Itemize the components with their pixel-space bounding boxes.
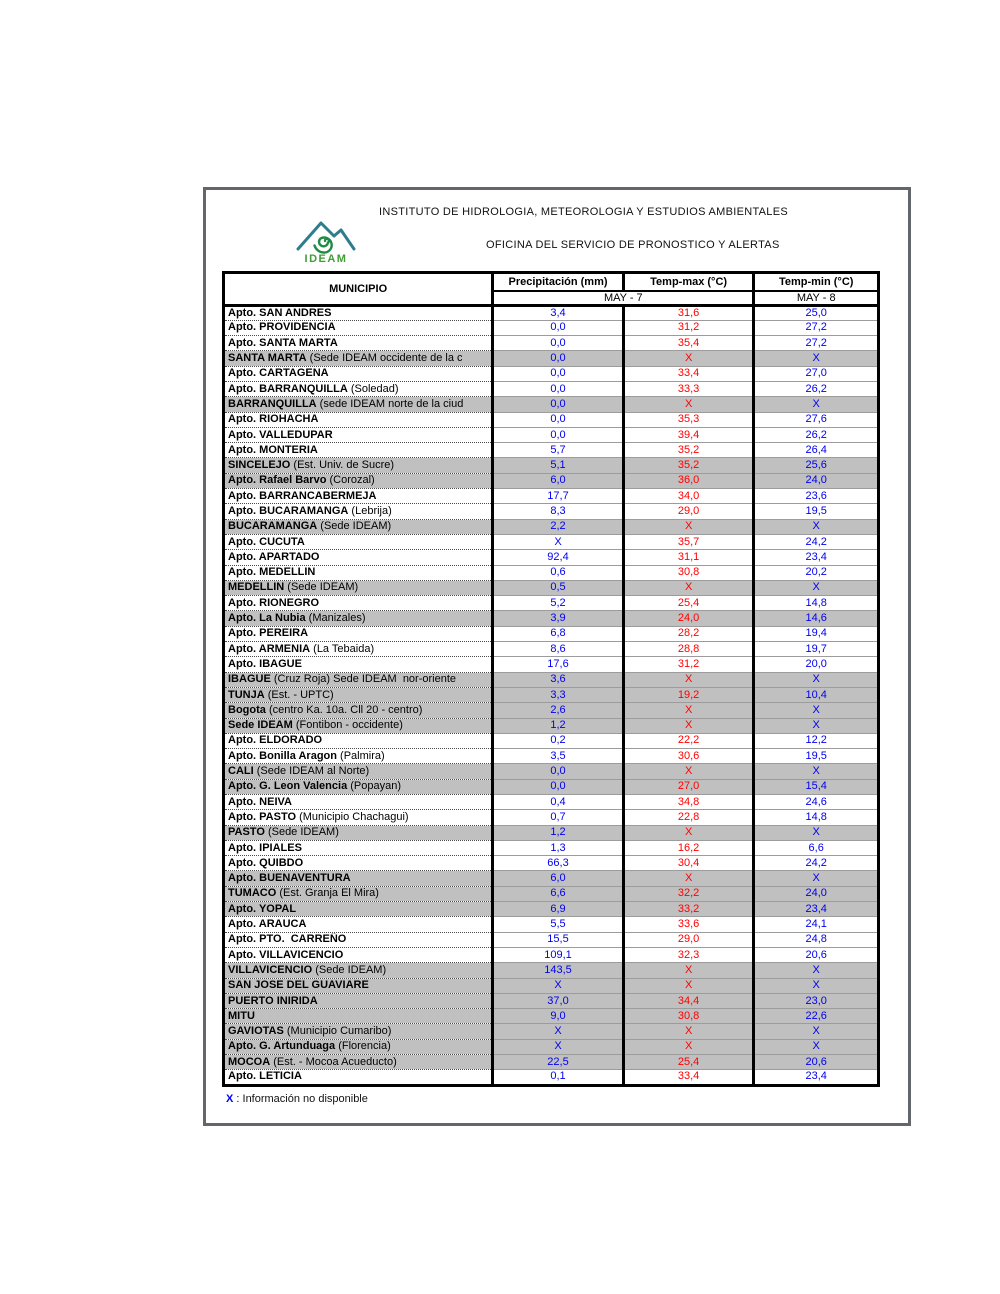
table-row	[224, 963, 879, 978]
precipitation-value-cell: 0,6	[493, 565, 624, 580]
temp-min-value-cell: 24,1	[754, 917, 879, 932]
precipitation-value-cell: 0,0	[493, 779, 624, 794]
precipitation-value-cell: 1,2	[493, 825, 624, 840]
temp-max-value-cell: 39,4	[623, 427, 754, 442]
temp-max-value-cell: 19,2	[623, 687, 754, 702]
temp-min-value-cell: 15,4	[754, 779, 879, 794]
table-row	[224, 718, 879, 733]
precipitation-value-cell: 5,1	[493, 458, 624, 473]
precipitation-value-cell: 0,5	[493, 580, 624, 595]
temp-min-value-cell: 14,8	[754, 596, 879, 611]
column-header-temp-max: Temp-max (°C)	[623, 273, 754, 291]
table-row	[224, 672, 879, 687]
temp-max-value-cell: 35,2	[623, 443, 754, 458]
temp-max-value-cell: X	[623, 871, 754, 886]
temp-min-value-cell: 26,2	[754, 381, 879, 396]
temp-max-value-cell: 30,6	[623, 749, 754, 764]
municipality-cell: Apto. G. Artunduaga (Florencia)	[224, 1039, 493, 1054]
precipitation-value-cell: 3,3	[493, 687, 624, 702]
table-row	[224, 320, 879, 335]
temp-max-value-cell: 35,4	[623, 336, 754, 351]
temp-min-value-cell: X	[754, 1039, 879, 1054]
temp-min-value-cell: X	[754, 718, 879, 733]
temp-min-value-cell: X	[754, 825, 879, 840]
municipality-table	[222, 271, 880, 1087]
institute-title: INSTITUTO DE HIDROLOGIA, METEOROLOGIA Y ESTUDIOS AMBIENTALES	[379, 206, 788, 218]
precipitation-value-cell: 6,0	[493, 871, 624, 886]
municipality-cell: CALI (Sede IDEAM al Norte)	[224, 764, 493, 779]
temp-max-value-cell: X	[623, 1024, 754, 1039]
municipality-cell: Apto. Bonilla Aragon (Palmira)	[224, 749, 493, 764]
precipitation-value-cell: X	[493, 1024, 624, 1039]
municipality-cell: Apto. ELDORADO	[224, 733, 493, 748]
table-row	[224, 825, 879, 840]
precipitation-value-cell: 6,9	[493, 902, 624, 917]
temp-min-value-cell: X	[754, 871, 879, 886]
municipality-cell: MITU	[224, 1009, 493, 1024]
table-row	[224, 412, 879, 427]
temp-min-value-cell: 10,4	[754, 687, 879, 702]
precipitation-value-cell: 8,3	[493, 504, 624, 519]
precipitation-value-cell: 15,5	[493, 932, 624, 947]
municipality-cell: Apto. CARTAGENA	[224, 366, 493, 381]
municipality-cell: Apto. SAN ANDRES	[224, 305, 493, 320]
precipitation-value-cell: 8,6	[493, 642, 624, 657]
temp-max-value-cell: 31,6	[623, 305, 754, 320]
precipitation-value-cell: 3,5	[493, 749, 624, 764]
precipitation-value-cell: 3,9	[493, 611, 624, 626]
table-row	[224, 351, 879, 366]
office-subtitle: OFICINA DEL SERVICIO DE PRONOSTICO Y ALERTAS	[486, 239, 780, 251]
precipitation-value-cell: 1,2	[493, 718, 624, 733]
table-row	[224, 978, 879, 993]
table-row	[224, 1055, 879, 1070]
temp-min-value-cell: 24,2	[754, 534, 879, 549]
municipality-cell: MOCOA (Est. - Mocoa Acueducto)	[224, 1055, 493, 1070]
municipality-cell: IBAGUE (Cruz Roja) Sede IDEAM nor-oriente	[224, 672, 493, 687]
temp-max-value-cell: 32,3	[623, 947, 754, 962]
precipitation-value-cell: 6,0	[493, 473, 624, 488]
municipality-cell: Apto. VILLAVICENCIO	[224, 947, 493, 962]
municipality-cell: Apto. MONTERIA	[224, 443, 493, 458]
temp-min-value-cell: X	[754, 764, 879, 779]
precipitation-value-cell: 0,2	[493, 733, 624, 748]
temp-max-value-cell: 33,4	[623, 366, 754, 381]
temp-max-value-cell: 24,0	[623, 611, 754, 626]
temp-max-value-cell: X	[623, 978, 754, 993]
table-row	[224, 947, 879, 962]
temp-min-value-cell: X	[754, 519, 879, 534]
precipitation-value-cell: 37,0	[493, 993, 624, 1008]
municipality-cell: Bogota (centro Ka. 10a. Cll 20 - centro)	[224, 703, 493, 718]
municipality-cell: SAN JOSE DEL GUAVIARE	[224, 978, 493, 993]
table-row	[224, 795, 879, 810]
municipality-cell: Apto. PTO. CARREÑO	[224, 932, 493, 947]
municipality-cell: BUCARAMANGA (Sede IDEAM)	[224, 519, 493, 534]
temp-min-value-cell: X	[754, 351, 879, 366]
table-row	[224, 917, 879, 932]
municipality-cell: BARRANQUILLA (sede IDEAM norte de la ciud	[224, 397, 493, 412]
municipality-cell: Apto. Rafael Barvo (Corozal)	[224, 473, 493, 488]
temp-min-value-cell: 24,0	[754, 473, 879, 488]
precipitation-value-cell: 0,0	[493, 320, 624, 335]
precipitation-value-cell: 143,5	[493, 963, 624, 978]
table-row	[224, 473, 879, 488]
table-row	[224, 1009, 879, 1024]
temp-max-value-cell: 30,8	[623, 565, 754, 580]
temp-max-value-cell: 22,8	[623, 810, 754, 825]
temp-max-value-cell: 28,8	[623, 642, 754, 657]
temp-max-value-cell: 29,0	[623, 504, 754, 519]
precipitation-value-cell: 0,0	[493, 366, 624, 381]
temp-max-value-cell: X	[623, 764, 754, 779]
table-row	[224, 779, 879, 794]
municipality-cell: Apto. VALLEDUPAR	[224, 427, 493, 442]
table-row	[224, 856, 879, 871]
precipitation-value-cell: 0,0	[493, 351, 624, 366]
precipitation-value-cell: X	[493, 534, 624, 549]
temp-max-value-cell: 32,2	[623, 886, 754, 901]
column-header-municipio: MUNICIPIO	[224, 273, 493, 306]
municipality-cell: Apto. RIONEGRO	[224, 596, 493, 611]
table-row	[224, 443, 879, 458]
temp-max-value-cell: 31,2	[623, 657, 754, 672]
temp-max-value-cell: 33,3	[623, 381, 754, 396]
temp-min-value-cell: X	[754, 397, 879, 412]
table-row	[224, 580, 879, 595]
municipality-cell: GAVIOTAS (Municipio Cumaribo)	[224, 1024, 493, 1039]
temp-min-value-cell: 20,6	[754, 947, 879, 962]
temp-min-value-cell: 24,2	[754, 856, 879, 871]
legend-note	[226, 1093, 368, 1105]
precipitation-value-cell: 2,2	[493, 519, 624, 534]
precipitation-value-cell: 5,7	[493, 443, 624, 458]
municipality-cell: Apto. PASTO (Municipio Chachagui)	[224, 810, 493, 825]
temp-min-value-cell: 26,4	[754, 443, 879, 458]
temp-min-value-cell: 19,7	[754, 642, 879, 657]
temp-max-value-cell: X	[623, 825, 754, 840]
temp-max-value-cell: X	[623, 351, 754, 366]
temp-min-value-cell: X	[754, 963, 879, 978]
table-row	[224, 886, 879, 901]
table-row	[224, 519, 879, 534]
temp-min-value-cell: X	[754, 580, 879, 595]
municipality-cell: Apto. IPIALES	[224, 840, 493, 855]
temp-min-value-cell: 20,2	[754, 565, 879, 580]
municipality-cell: Apto. QUIBDO	[224, 856, 493, 871]
precipitation-value-cell: X	[493, 1039, 624, 1054]
municipality-cell: Apto. G. Leon Valencia (Popayan)	[224, 779, 493, 794]
table-row	[224, 458, 879, 473]
municipality-cell: PASTO (Sede IDEAM)	[224, 825, 493, 840]
temp-min-value-cell: 19,5	[754, 504, 879, 519]
table-row	[224, 1070, 879, 1085]
precipitation-value-cell: 5,2	[493, 596, 624, 611]
temp-min-value-cell: X	[754, 703, 879, 718]
table-row	[224, 504, 879, 519]
temp-min-value-cell: 14,6	[754, 611, 879, 626]
subheader-may7: MAY - 7	[493, 291, 754, 306]
municipality-cell: Apto. LETICIA	[224, 1070, 493, 1085]
table-row	[224, 703, 879, 718]
municipality-cell: Apto. ARAUCA	[224, 917, 493, 932]
temp-max-value-cell: X	[623, 397, 754, 412]
municipality-cell: VILLAVICENCIO (Sede IDEAM)	[224, 963, 493, 978]
table-row	[224, 657, 879, 672]
precipitation-value-cell: 17,7	[493, 489, 624, 504]
temp-max-value-cell: X	[623, 703, 754, 718]
temp-min-value-cell: 24,8	[754, 932, 879, 947]
precipitation-value-cell: 0,0	[493, 764, 624, 779]
municipality-cell: Apto. PROVIDENCIA	[224, 320, 493, 335]
table-row	[224, 932, 879, 947]
municipality-cell: Apto. BARRANCABERMEJA	[224, 489, 493, 504]
municipality-cell: Apto. BUENAVENTURA	[224, 871, 493, 886]
table-row	[224, 565, 879, 580]
table-row	[224, 840, 879, 855]
municipality-cell: Apto. APARTADO	[224, 550, 493, 565]
temp-max-value-cell: 25,4	[623, 596, 754, 611]
temp-max-value-cell: 31,2	[623, 320, 754, 335]
temp-min-value-cell: 27,6	[754, 412, 879, 427]
ideam-logo	[294, 216, 358, 270]
precipitation-value-cell: 66,3	[493, 856, 624, 871]
table-row	[224, 871, 879, 886]
temp-min-value-cell: 27,2	[754, 336, 879, 351]
temp-max-value-cell: 31,1	[623, 550, 754, 565]
temp-max-value-cell: 35,2	[623, 458, 754, 473]
precipitation-value-cell: 109,1	[493, 947, 624, 962]
temp-min-value-cell: 23,4	[754, 1070, 879, 1085]
temp-max-value-cell: 25,4	[623, 1055, 754, 1070]
temp-min-value-cell: 25,6	[754, 458, 879, 473]
precipitation-value-cell: 92,4	[493, 550, 624, 565]
mountain-spiral-icon	[294, 216, 358, 256]
municipality-cell: TUMACO (Est. Granja El Mira)	[224, 886, 493, 901]
temp-max-value-cell: 33,6	[623, 917, 754, 932]
precipitation-value-cell: 5,5	[493, 917, 624, 932]
precipitation-value-cell: 0,4	[493, 795, 624, 810]
temp-min-value-cell: 23,0	[754, 993, 879, 1008]
table-row	[224, 764, 879, 779]
temp-min-value-cell: X	[754, 978, 879, 993]
temp-max-value-cell: 36,0	[623, 473, 754, 488]
table-row	[224, 550, 879, 565]
temp-min-value-cell: X	[754, 672, 879, 687]
temp-min-value-cell: X	[754, 1024, 879, 1039]
temp-max-value-cell: 30,4	[623, 856, 754, 871]
temp-min-value-cell: 26,2	[754, 427, 879, 442]
municipality-cell: Apto. BUCARAMANGA (Lebrija)	[224, 504, 493, 519]
municipality-cell: Apto. YOPAL	[224, 902, 493, 917]
precipitation-value-cell: 17,6	[493, 657, 624, 672]
temp-max-value-cell: X	[623, 963, 754, 978]
temp-min-value-cell: 20,0	[754, 657, 879, 672]
table-row	[224, 902, 879, 917]
temp-max-value-cell: 33,2	[623, 902, 754, 917]
municipality-cell: Apto. NEIVA	[224, 795, 493, 810]
table-row	[224, 397, 879, 412]
temp-min-value-cell: 12,2	[754, 733, 879, 748]
municipality-cell: Apto. ARMENIA (La Tebaida)	[224, 642, 493, 657]
temp-max-value-cell: 34,4	[623, 993, 754, 1008]
municipality-cell: PUERTO INIRIDA	[224, 993, 493, 1008]
precipitation-value-cell: 6,6	[493, 886, 624, 901]
precipitation-value-cell: 0,1	[493, 1070, 624, 1085]
temp-min-value-cell: 23,4	[754, 902, 879, 917]
table-row	[224, 489, 879, 504]
temp-max-value-cell: 29,0	[623, 932, 754, 947]
table-row	[224, 733, 879, 748]
precipitation-value-cell: 0,0	[493, 397, 624, 412]
municipality-cell: Apto. BARRANQUILLA (Soledad)	[224, 381, 493, 396]
precipitation-value-cell: 0,0	[493, 336, 624, 351]
temp-max-value-cell: X	[623, 519, 754, 534]
legend-note-text: : Información no disponible	[233, 1093, 368, 1105]
municipality-cell: TUNJA (Est. - UPTC)	[224, 687, 493, 702]
temp-max-value-cell: 22,2	[623, 733, 754, 748]
temp-max-value-cell: X	[623, 672, 754, 687]
temp-max-value-cell: 35,3	[623, 412, 754, 427]
table-row	[224, 993, 879, 1008]
forecast-table-wrap	[222, 271, 880, 1087]
temp-min-value-cell: 23,6	[754, 489, 879, 504]
temp-min-value-cell: 24,6	[754, 795, 879, 810]
precipitation-value-cell: 22,5	[493, 1055, 624, 1070]
municipality-cell: Apto. CUCUTA	[224, 534, 493, 549]
precipitation-value-cell: 0,0	[493, 381, 624, 396]
precipitation-value-cell: 0,0	[493, 427, 624, 442]
temp-min-value-cell: 25,0	[754, 305, 879, 320]
table-row	[224, 1039, 879, 1054]
table-row	[224, 596, 879, 611]
temp-min-value-cell: 23,4	[754, 550, 879, 565]
table-row	[224, 305, 879, 320]
column-header-row	[224, 273, 879, 291]
table-row	[224, 687, 879, 702]
table-row	[224, 336, 879, 351]
temp-min-value-cell: 14,8	[754, 810, 879, 825]
table-row	[224, 626, 879, 641]
table-row	[224, 611, 879, 626]
municipality-cell: MEDELLIN (Sede IDEAM)	[224, 580, 493, 595]
precipitation-value-cell: X	[493, 978, 624, 993]
temp-max-value-cell: 33,4	[623, 1070, 754, 1085]
table-row	[224, 749, 879, 764]
precipitation-value-cell: 2,6	[493, 703, 624, 718]
temp-min-value-cell: 6,6	[754, 840, 879, 855]
municipality-cell: SINCELEJO (Est. Univ. de Sucre)	[224, 458, 493, 473]
precipitation-value-cell: 3,6	[493, 672, 624, 687]
table-row	[224, 366, 879, 381]
precipitation-value-cell: 0,0	[493, 412, 624, 427]
municipality-cell: SANTA MARTA (Sede IDEAM occidente de la c	[224, 351, 493, 366]
report-page	[203, 187, 911, 1126]
column-header-precipitation: Precipitación (mm)	[493, 273, 624, 291]
temp-max-value-cell: X	[623, 718, 754, 733]
municipality-cell: Apto. RIOHACHA	[224, 412, 493, 427]
municipality-cell: Apto. PEREIRA	[224, 626, 493, 641]
municipality-cell: Apto. IBAGUE	[224, 657, 493, 672]
precipitation-value-cell: 0,7	[493, 810, 624, 825]
temp-min-value-cell: 19,5	[754, 749, 879, 764]
temp-max-value-cell: X	[623, 1039, 754, 1054]
temp-min-value-cell: 19,4	[754, 626, 879, 641]
table-row	[224, 534, 879, 549]
temp-max-value-cell: X	[623, 580, 754, 595]
ideam-logo-text: IDEAM	[304, 253, 348, 265]
legend-x-symbol: X	[226, 1093, 234, 1105]
temp-max-value-cell: 35,7	[623, 534, 754, 549]
temp-min-value-cell: 27,2	[754, 320, 879, 335]
temp-max-value-cell: 28,2	[623, 626, 754, 641]
column-header-temp-min: Temp-min (°C)	[754, 273, 879, 291]
municipality-cell: Apto. La Nubia (Manizales)	[224, 611, 493, 626]
temp-max-value-cell: 34,8	[623, 795, 754, 810]
temp-min-value-cell: 24,0	[754, 886, 879, 901]
temp-max-value-cell: 30,8	[623, 1009, 754, 1024]
subheader-may8: MAY - 8	[754, 291, 879, 306]
municipality-cell: Apto. MEDELLIN	[224, 565, 493, 580]
temp-min-value-cell: 20,6	[754, 1055, 879, 1070]
precipitation-value-cell: 6,8	[493, 626, 624, 641]
table-body	[224, 305, 879, 1085]
temp-min-value-cell: 27,0	[754, 366, 879, 381]
table-row	[224, 427, 879, 442]
temp-max-value-cell: 16,2	[623, 840, 754, 855]
precipitation-value-cell: 9,0	[493, 1009, 624, 1024]
temp-max-value-cell: 27,0	[623, 779, 754, 794]
table-row	[224, 1024, 879, 1039]
table-row	[224, 810, 879, 825]
temp-max-value-cell: 34,0	[623, 489, 754, 504]
table-row	[224, 642, 879, 657]
municipality-cell: Sede IDEAM (Fontibon - occidente)	[224, 718, 493, 733]
temp-min-value-cell: 22,6	[754, 1009, 879, 1024]
precipitation-value-cell: 1,3	[493, 840, 624, 855]
precipitation-value-cell: 3,4	[493, 305, 624, 320]
municipality-cell: Apto. SANTA MARTA	[224, 336, 493, 351]
table-row	[224, 381, 879, 396]
